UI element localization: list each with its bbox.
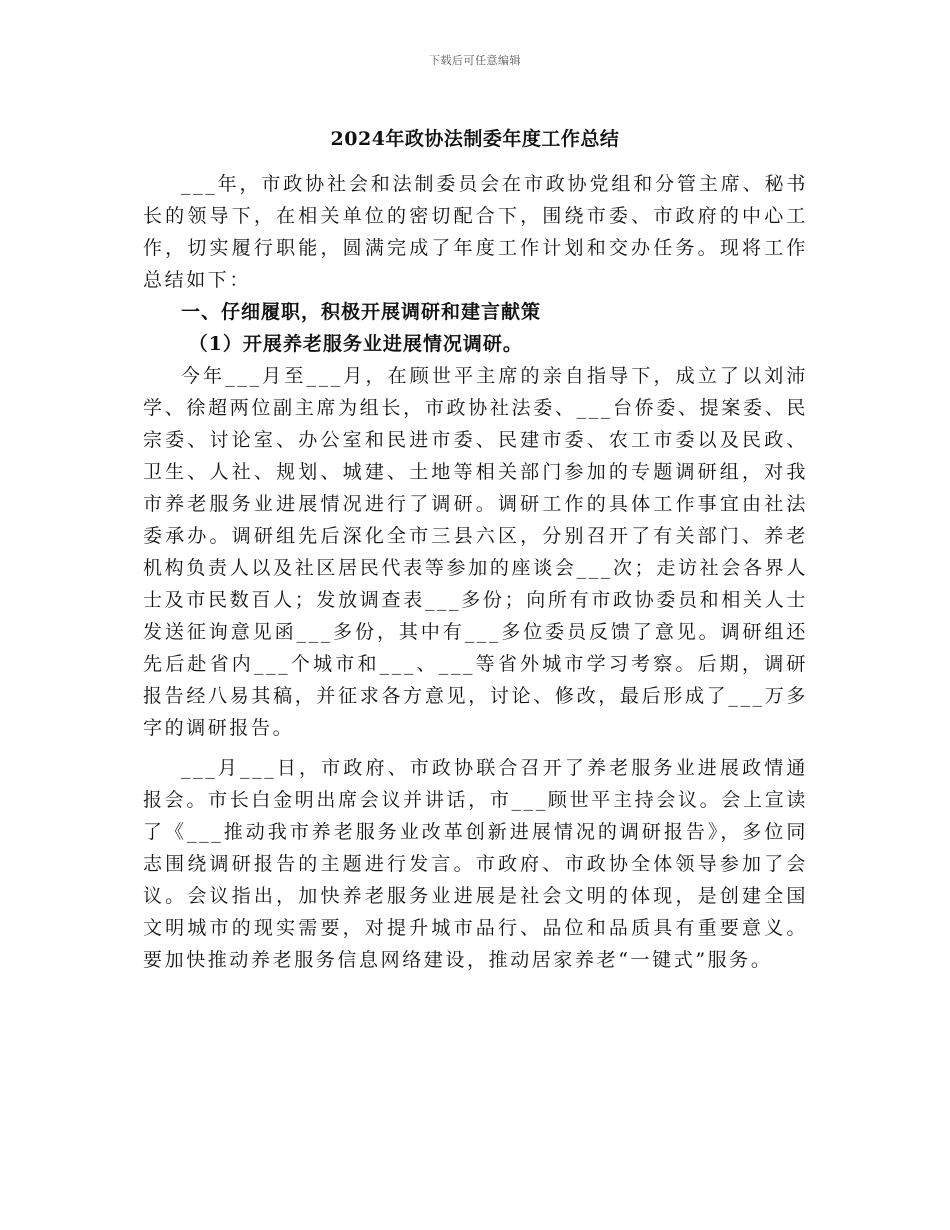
document-body bbox=[143, 168, 808, 976]
body-paragraph: ___月___日，市政府、市政协联合召开了养老服务业进展政情通报会。市长白金明出席会议并讲话，市___顾世平主持会议。会上宣读了《___推动我市养老服务业改革创新进展情况的调研报告》，多位同志围绕调研报告的主题进行发言。市政府、市政协全体领导参加了会议。会议指出，加快养老服务业进展是社会文明的体现，是创建全国文明城市的现实需要，对提升城市品行、品位和品质具有重要意义。要加快推动养老服务信息网络建设，推动居家养老“一键式”服务。 bbox=[143, 757, 808, 971]
section-heading: 一、仔细履职，积极开展调研和建言献策 bbox=[181, 301, 542, 323]
subsection-heading: （1）开展养老服务业进展情况调研。 bbox=[188, 333, 523, 355]
body-paragraph: 今年___月至___月，在顾世平主席的亲自指导下，成立了以刘沛学、徐超两位副主席为组长，市政协社法委、___台侨委、提案委、民宗委、讨论室、办公室和民进市委、民建市委、农工市委以及民政、卫生、人社、规划、城建、土地等相关部门参加的专题调研组，对我市养老服务业进展情况进行了调研。调研工作的具体工作事宜由社法委承办。调研组先后深化全市三县六区，分别召开了有关部门、养老机构负责人以及社区居民代表等参加的座谈会___次；走访社会各界人士及市民数百人；发放调查表___多份；向所有市政协委员和相关人士发送征询意见函___多份，其中有___多位委员反馈了意见。调研组还先后赴省内___个城市和___、___等省外城市学习考察。后期，调研报告经八易其稿，并征求各方意见，讨论、修改，最后形成了___万多字的调研报告。 bbox=[143, 365, 808, 739]
document-title: 2024年政协法制委年度工作总结 bbox=[330, 128, 620, 150]
intro-paragraph: ___年，市政协社会和法制委员会在市政协党组和分管主席、秘书长的领导下，在相关单位的密切配合下，围绕市委、市政府的中心工作，切实履行职能，圆满完成了年度工作计划和交办任务。现将工作总结如下： bbox=[143, 173, 808, 291]
header-note: 下载后可任意编辑 bbox=[429, 54, 521, 67]
